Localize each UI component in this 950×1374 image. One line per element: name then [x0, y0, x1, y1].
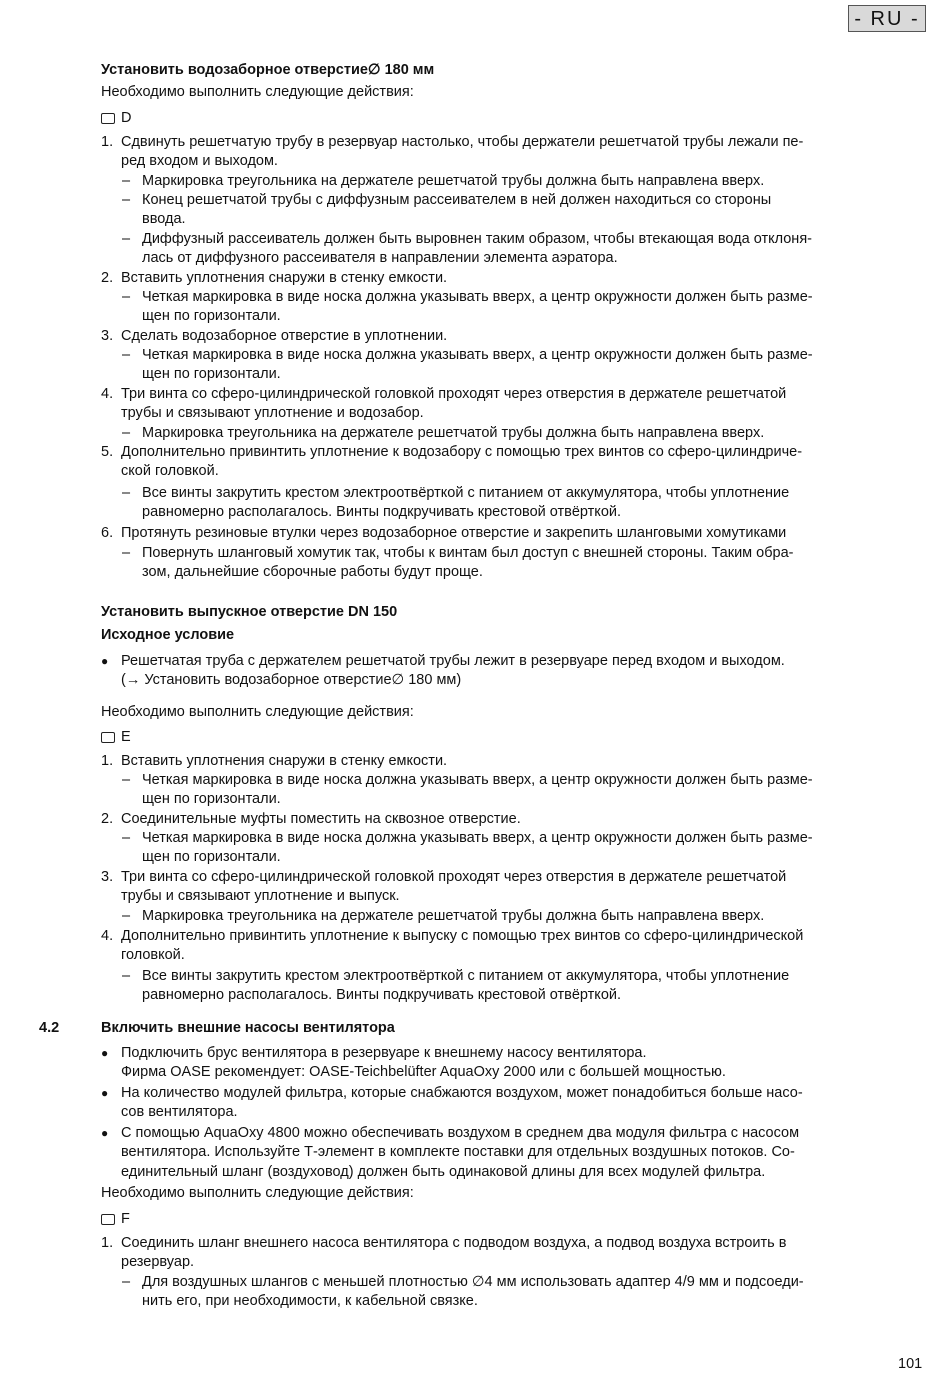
- dash-marker: –: [122, 908, 131, 924]
- step-4: [101, 927, 921, 966]
- dash-marker: –: [122, 289, 131, 305]
- bullet-text-line: (→ Установить водозаборное отверстие∅ 180 мм): [121, 672, 462, 689]
- step-text-line: резервуар.: [121, 1254, 195, 1271]
- step-text-line: ред входом и выходом.: [121, 153, 278, 170]
- step-text-line: Три винта со сферо-цилиндрической головкой проходят через отверстия в держателе решетчатой: [121, 869, 787, 885]
- step-text-line: Соединить шланг внешнего насоса вентилятора с подводом воздуха, а подвод воздуха встроить в: [121, 1235, 787, 1251]
- step-text-line: трубы и связывают уплотнение и выпуск.: [121, 888, 400, 905]
- dash-item: [122, 829, 922, 868]
- dash-text-line: Все винты закрутить крестом электроотвёрткой с питанием от аккумулятора, чтобы уплотнение: [142, 485, 790, 501]
- dash-marker: –: [122, 545, 131, 561]
- step-4: [101, 385, 921, 424]
- step-number: 2.: [101, 270, 114, 286]
- bullet-text-line: Подключить брус вентилятора в резервуаре к внешнему насосу вентилятора.: [121, 1045, 647, 1061]
- bullet-text-line: Фирма OASE рекомендует: OASE-Teichbelüfter AquaOxy 2000 или с большей мощностью.: [121, 1064, 726, 1081]
- bullet-item: [101, 1084, 921, 1123]
- dash-item: [122, 544, 922, 583]
- dash-item: [122, 907, 922, 926]
- step-text-line: Три винта со сферо-цилиндрической головкой проходят через отверстия в держателе решетчатой: [121, 386, 787, 402]
- figure-ref-e: [101, 728, 131, 747]
- dash-marker: –: [122, 192, 131, 208]
- step-text-line: Дополнительно привинтить уплотнение к выпуску с помощью трех винтов со сферо-цилиндрической: [121, 928, 804, 944]
- step-number: 4.: [101, 386, 114, 402]
- bullet-text-line: вентилятора. Используйте Т-элемент в комплекте поставки для отдельных воздушных потоков. Со-: [121, 1144, 795, 1161]
- bullet-text-line: единительный шланг (воздуховод) должен быть одинаковой длины для всех модулей фильтра.: [121, 1163, 766, 1180]
- step-number: 3.: [101, 328, 114, 344]
- section-42-intro: Необходимо выполнить следующие действия:: [101, 1185, 414, 1201]
- dash-item: [122, 346, 922, 385]
- dash-text-line: равномерно располагалось. Винты подкручивать крестовой отвёрткой.: [142, 504, 622, 521]
- dash-text-line: Маркировка треугольника на держателе решетчатой трубы должна быть направлена вверх.: [142, 908, 765, 924]
- dash-text-line: Все винты закрутить крестом электроотвёрткой с питанием от аккумулятора, чтобы уплотнение: [142, 968, 790, 984]
- dash-text-line: Четкая маркировка в виде носка должна указывать вверх, а центр окружности должен быть разме-: [142, 830, 813, 846]
- dash-text-line: зом, дальнейшие сборочные работы будут проще.: [142, 564, 483, 581]
- step-number: 5.: [101, 444, 114, 460]
- step-2: [101, 269, 921, 288]
- step-text-line: Вставить уплотнения снаружи в стенку емкости.: [121, 270, 448, 286]
- step-1: [101, 133, 921, 172]
- dash-text-line: щен по горизонтали.: [142, 791, 281, 808]
- dash-text-line: щен по горизонтали.: [142, 849, 281, 866]
- bullet-marker: ●: [101, 1046, 109, 1060]
- figure-label: F: [121, 1211, 130, 1227]
- bullet-text-line: Решетчатая труба с держателем решетчатой трубы лежит в резервуаре перед входом и выходом.: [121, 653, 785, 669]
- figure-icon: [101, 732, 115, 743]
- dash-marker: –: [122, 830, 131, 846]
- step-number: 6.: [101, 525, 114, 541]
- step-text-line: Дополнительно привинтить уплотнение к водозабору с помощью трех винтов со сферо-цилиндриче-: [121, 444, 803, 460]
- step-number: 4.: [101, 928, 114, 944]
- language-badge: - RU -: [848, 5, 926, 32]
- step-text-line: Сделать водозаборное отверстие в уплотнении.: [121, 328, 448, 344]
- bullet-text-line: сов вентилятора.: [121, 1104, 238, 1121]
- dash-text-line: Маркировка треугольника на держателе решетчатой трубы должна быть направлена вверх.: [142, 173, 765, 189]
- bullet-marker: ●: [101, 1086, 109, 1100]
- dash-marker: –: [122, 485, 131, 501]
- dash-marker: –: [122, 425, 131, 441]
- step-number: 2.: [101, 811, 114, 827]
- dash-text-line: Конец решетчатой трубы с диффузным рассеивателем в ней должен находиться со стороны: [142, 192, 772, 208]
- step-2: [101, 810, 921, 829]
- section-e-intro: Необходимо выполнить следующие действия:: [101, 704, 414, 720]
- dash-text-line: Повернуть шланговый хомутик так, чтобы к винтам был доступ с внешней стороны. Таким обра-: [142, 545, 794, 561]
- step-number: 1.: [101, 753, 114, 769]
- step-5: [101, 443, 921, 482]
- dash-marker: –: [122, 173, 131, 189]
- step-3: [101, 327, 921, 346]
- step-1: [101, 1234, 921, 1273]
- section-number: 4.2: [39, 1020, 60, 1036]
- section-d-title: Установить водозаборное отверстие∅ 180 мм: [101, 62, 435, 78]
- step-number: 1.: [101, 1235, 114, 1251]
- step-6: [101, 524, 921, 543]
- dash-text-line: щен по горизонтали.: [142, 366, 281, 383]
- step-text-line: Протянуть резиновые втулки через водозаборное отверстие и закрепить шланговыми хомутиками: [121, 525, 787, 541]
- section-d-intro: Необходимо выполнить следующие действия:: [101, 84, 414, 100]
- step-1: [101, 752, 921, 771]
- figure-icon: [101, 113, 115, 124]
- dash-item: [122, 967, 922, 1006]
- dash-text-line: Для воздушных шлангов с меньшей плотностью ∅4 мм использовать адаптер 4/9 мм и подсоеди-: [142, 1274, 804, 1290]
- dash-marker: –: [122, 1274, 131, 1290]
- section-e-title: Установить выпускное отверстие DN 150: [101, 604, 398, 620]
- step-number: 3.: [101, 869, 114, 885]
- figure-icon: [101, 1214, 115, 1225]
- dash-marker: –: [122, 968, 131, 984]
- dash-item: [122, 771, 922, 810]
- bullet-item: [101, 1044, 921, 1083]
- dash-text-line: ввода.: [142, 211, 186, 228]
- dash-marker: –: [122, 772, 131, 788]
- bullet-text-line: На количество модулей фильтра, которые снабжаются воздухом, может понадобиться больше насо-: [121, 1085, 803, 1101]
- dash-item: [122, 424, 922, 443]
- bullet-marker: ●: [101, 1126, 109, 1140]
- step-text-line: Соединительные муфты поместить на сквозное отверстие.: [121, 811, 521, 827]
- dash-item: [122, 172, 922, 191]
- step-number: 1.: [101, 134, 114, 150]
- figure-label: E: [121, 729, 131, 745]
- bullet-marker: ●: [101, 654, 109, 668]
- dash-text-line: Четкая маркировка в виде носка должна указывать вверх, а центр окружности должен быть разме-: [142, 772, 813, 788]
- dash-item: [122, 1273, 922, 1312]
- step-text-line: Вставить уплотнения снаружи в стенку емкости.: [121, 753, 448, 769]
- page-number: 101: [898, 1356, 923, 1372]
- dash-text-line: Маркировка треугольника на держателе решетчатой трубы должна быть направлена вверх.: [142, 425, 765, 441]
- section-42-title: Включить внешние насосы вентилятора: [101, 1020, 395, 1036]
- dash-item: [122, 230, 922, 269]
- figure-ref-d: [101, 109, 131, 128]
- dash-text-line: равномерно располагалось. Винты подкручивать крестовой отвёрткой.: [142, 987, 622, 1004]
- dash-text-line: Четкая маркировка в виде носка должна указывать вверх, а центр окружности должен быть разме-: [142, 347, 813, 363]
- precondition-item: [101, 652, 921, 691]
- dash-item: [122, 191, 922, 230]
- step-text-line: Сдвинуть решетчатую трубу в резервуар настолько, чтобы держатели решетчатой трубы лежали пе-: [121, 134, 804, 150]
- bullet-text-line: С помощью AquaOxy 4800 можно обеспечивать воздухом в среднем два модуля фильтра с насосом: [121, 1125, 800, 1141]
- figure-label: D: [121, 110, 132, 126]
- step-text-line: головкой.: [121, 947, 185, 964]
- bullet-item: [101, 1124, 921, 1182]
- step-text-line: ской головкой.: [121, 463, 219, 480]
- step-text-line: трубы и связывают уплотнение и водозабор.: [121, 405, 424, 422]
- dash-text-line: нить его, при необходимости, к кабельной связке.: [142, 1293, 478, 1310]
- section-e-subtitle: Исходное условие: [101, 627, 235, 643]
- dash-text-line: щен по горизонтали.: [142, 308, 281, 325]
- dash-marker: –: [122, 347, 131, 363]
- dash-text-line: Диффузный рассеиватель должен быть выровнен таким образом, чтобы втекающая вода отклоня-: [142, 231, 812, 247]
- dash-item: [122, 484, 922, 523]
- dash-text-line: Четкая маркировка в виде носка должна указывать вверх, а центр окружности должен быть разме-: [142, 289, 813, 305]
- dash-item: [122, 288, 922, 327]
- dash-marker: –: [122, 231, 131, 247]
- figure-ref-f: [101, 1210, 130, 1229]
- step-3: [101, 868, 921, 907]
- dash-text-line: лась от диффузного рассеивателя в направлении элемента аэратора.: [142, 250, 618, 267]
